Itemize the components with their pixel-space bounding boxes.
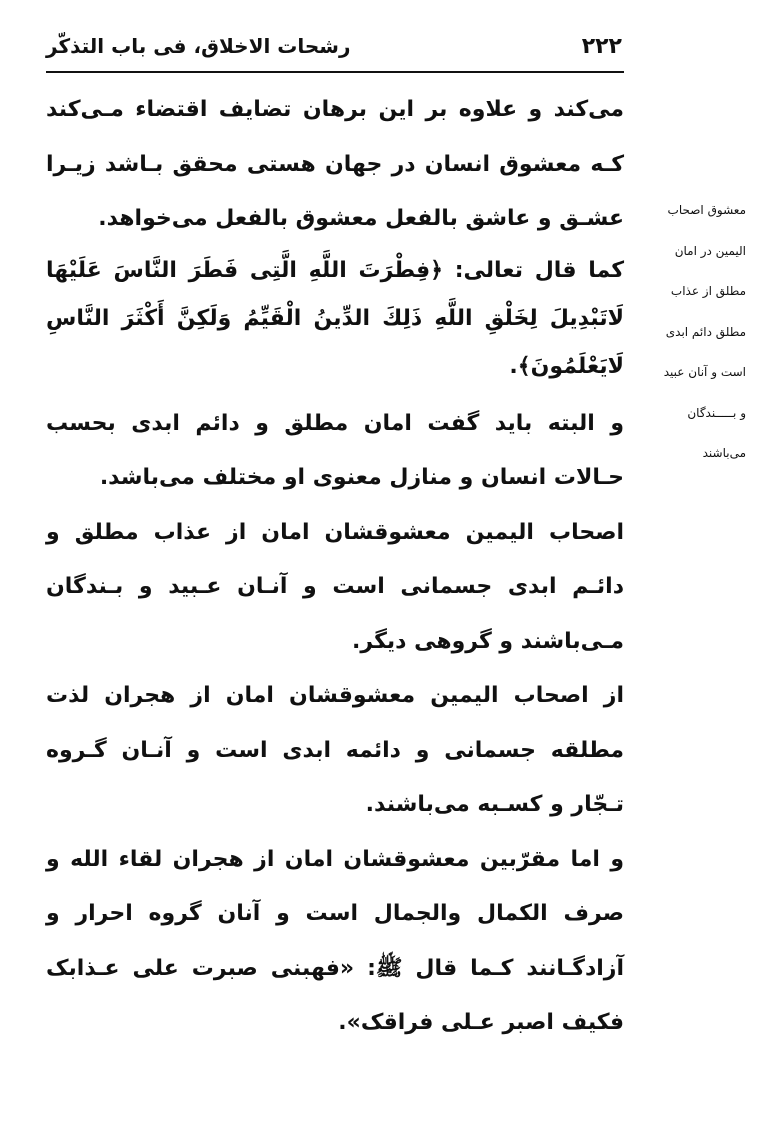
paragraph: می‌کند و علاوه بر این برهان تضایف اقتضاء مـی‌کند کـه معشوق انسان در جهان هستی محقق بـاشد زیـرا عشـق و عاشق بالفعل معشوق بالفعل می‌خواهد.	[46, 97, 624, 231]
hadith-paragraph: و اما مقرّبین معشوقشان امان از هجران لقاء الله و صرف الکمال والجمال است و آنان گروه احرار و آزادگـانند کـما قال ﷺ: «فهبنی صبرت علی عـذابک فکیف اصبر عـلی فراقک».	[46, 846, 624, 1035]
margin-note-line: است و آنان عبید	[663, 365, 746, 379]
main-text	[46, 83, 624, 1051]
margin-note-line: و بـــــندگان	[687, 405, 746, 420]
header-rule	[46, 71, 624, 73]
margin-note-line: الیمین در امان	[674, 243, 746, 258]
margin-note-line: مطلق از عذاب	[670, 284, 746, 298]
paragraph: اصحاب الیمین معشوقشان امان از عذاب مطلق و دائـم ابدی جسمانی است و آنـان عـبید و بـندگان مـی‌باشند و گروهی دیگر.	[46, 519, 624, 654]
quran-verse-paragraph: کما قال تعالی: ﴿فِطْرَتَ اللَّهِ الَّتِی فَطَرَ النَّاسَ عَلَيْهَا لَاتَبْدِيلَ لِخَلْقِ اللَّهِ ذَلِكَ الدِّينُ الْقَيِّمُ وَلَكِنَّ أَكْثَرَ النَّاسِ لَايَعْلَمُونَ﴾.	[46, 257, 624, 379]
paragraph: از اصحاب الیمین معشوقشان امان از هجران لذت مطلقه جسمانی و دائمه ابدی است و آنـان گـروه تـجّار و کسـبه می‌باشند.	[46, 683, 624, 817]
margin-note-line: مطلق دائم ابدی	[665, 324, 746, 339]
margin-note-line: معشوق اصحاب	[667, 203, 746, 217]
page-number: ۲۲۲	[581, 33, 622, 59]
running-header	[46, 28, 622, 64]
margin-note-line: می‌باشند	[702, 446, 746, 460]
paragraph: و البته باید گفت امان مطلق و دائم ابدی بحسب حـالات انسان و منازل معنوی او مختلف می‌باشد.	[46, 410, 624, 490]
running-title: رشحات الاخلاق، فی باب التذکّر	[46, 34, 351, 58]
margin-note	[636, 190, 746, 474]
